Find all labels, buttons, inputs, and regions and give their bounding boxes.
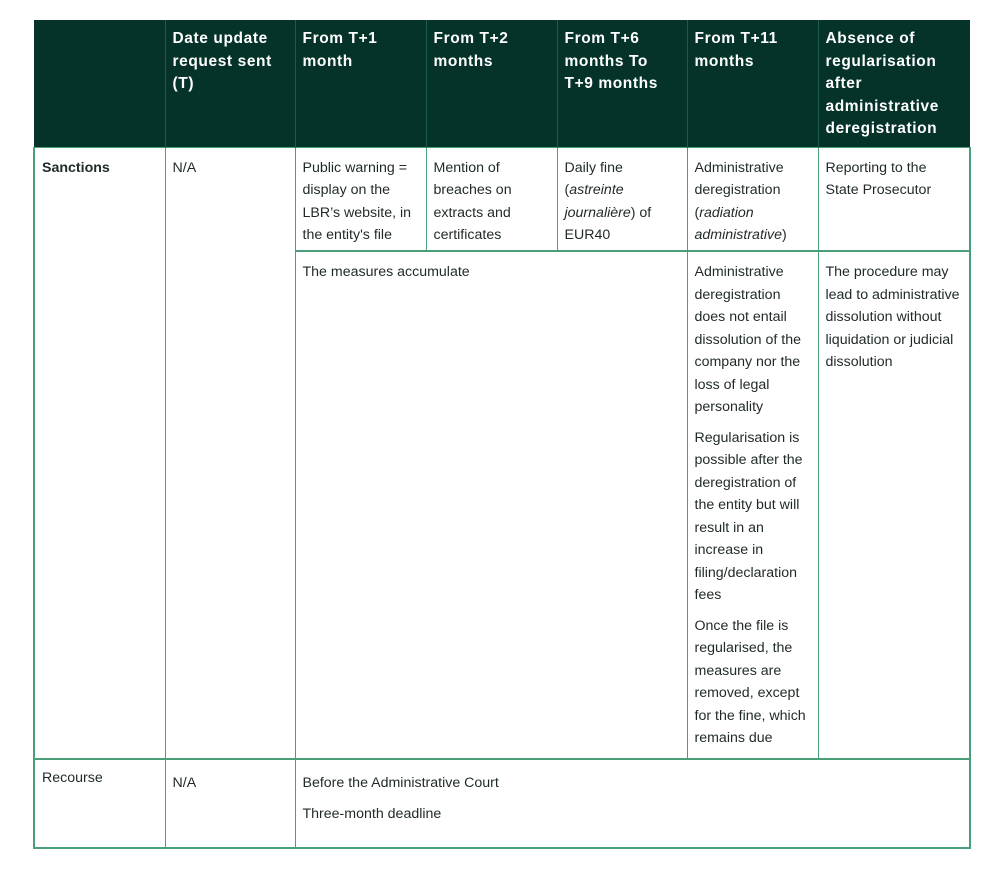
t11-prefix: Administrative deregistration ( [694,159,784,221]
sanctions-t2: Mention of breaches on extracts and certificates [426,147,557,251]
header-t2: From T+2 months [426,20,557,147]
t6-suffix: ) of EUR40 [564,204,652,243]
header-t11: From T+11 months [687,20,818,147]
absence-note: The procedure may lead to administrative dissolution without liquidation or judicial dissolution [818,251,970,759]
sanctions-timeline-table [33,20,971,849]
t6-italic: astreinte journalière [564,182,631,221]
recourse-line: Three-month deadline [302,805,442,822]
recourse-date-sent [165,759,295,848]
t11-note: Once the file is regularised, the measures are removed, except for the fine, which remains due [694,617,806,746]
measures-accumulate-note: The measures accumulate [295,251,687,759]
t11-suffix: ) [782,227,787,243]
t11-note: Regularisation is possible after the deregistration of the entity but will result in an increase in filing/declaration fees [694,429,803,603]
recourse-details [295,759,970,848]
header-empty [34,20,165,147]
t11-italic: radiation administrative [694,204,783,243]
sanctions-date-sent: N/A [165,147,295,759]
t6-prefix: Daily fine ( [564,159,623,198]
sanctions-t6 [557,147,687,251]
sanctions-absence: Reporting to the State Prosecutor [818,147,970,251]
t11-note: Administrative deregistration does not entail dissolution of the company nor the loss of legal personality [694,264,801,415]
header-row [34,20,970,147]
header-t1: From T+1 month [295,20,426,147]
sanctions-row [34,147,970,251]
recourse-row [34,759,970,848]
recourse-label: Recourse [34,759,165,848]
t11-notes [687,251,818,759]
recourse-na: N/A [172,775,197,791]
recourse-line: Before the Administrative Court [302,775,499,791]
sanctions-t11 [687,147,818,251]
sanctions-t1: Public warning = display on the LBR’s website, in the entity's file [295,147,426,251]
sanctions-label: Sanctions [34,147,165,759]
header-date-sent: Date update request sent (T) [165,20,295,147]
header-t6-t9: From T+6 months To T+9 months [557,20,687,147]
header-absence: Absence of regularisation after administrative deregistration [818,20,970,147]
